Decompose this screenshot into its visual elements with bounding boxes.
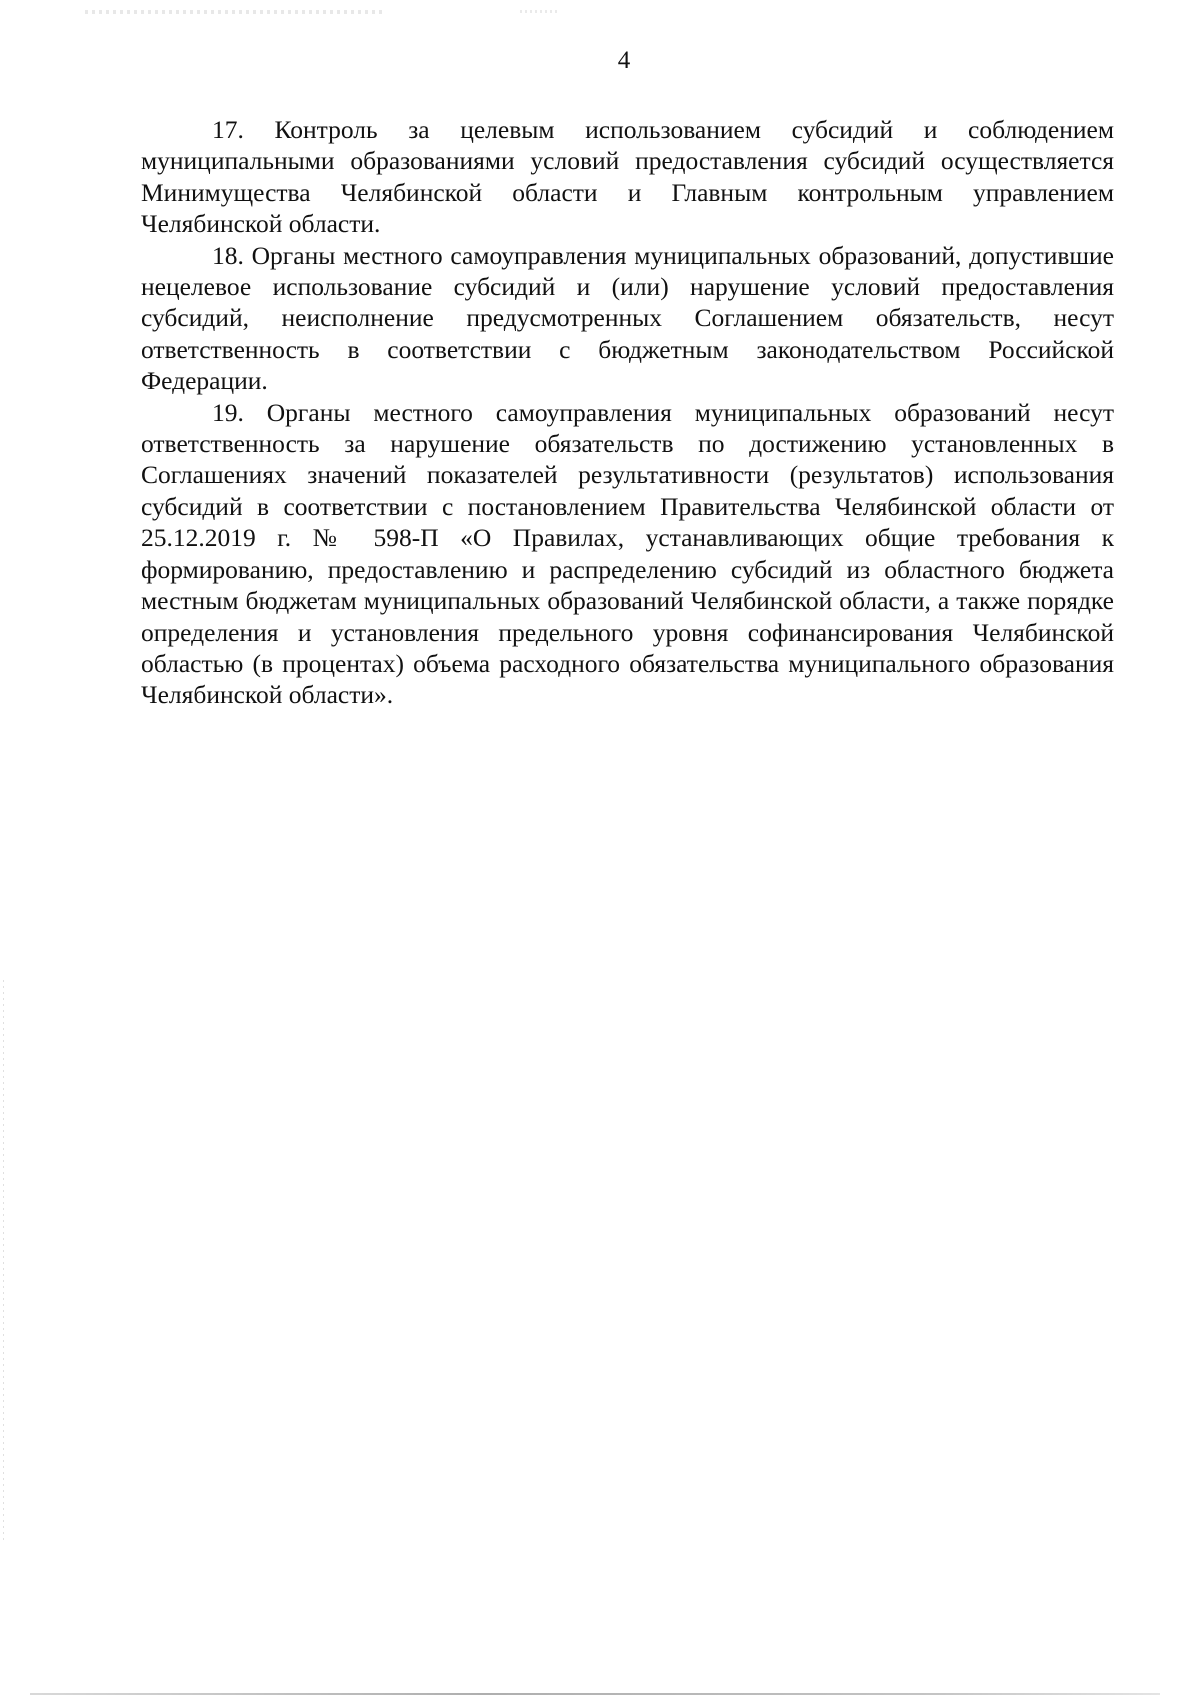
scan-artifact-bottom-edge: [30, 1693, 1160, 1695]
scan-artifact-top-small: [520, 10, 560, 13]
paragraph-18: 18. Органы местного самоуправления муниципальных образований, допустившие нецелевое использование субсидий и (или) нарушение условий предоставления субсидий, неисполнение предусмотренных Соглашением обязательств, несут ответственность в соответствии с бюджетным законодательством Российской Федерации.: [141, 240, 1114, 396]
scan-artifact-left-edge: [3, 980, 4, 1540]
document-body: [141, 114, 1114, 711]
paragraph-19: 19. Органы местного самоуправления муниципальных образований несут ответственность за нарушение обязательств по достижению установленных в Соглашениях значений показателей результативности (результатов) использования субсидий в соответствии с постановлением Правительства Челябинской области от 25.12.2019 г. № 598-П «О Правилах, устанавливающих общие требования к формированию, предоставлению и распределению субсидий из областного бюджета местным бюджетам муниципальных образований Челябинской области, а также порядке определения и установления предельного уровня софинансирования Челябинской областью (в процентах) объема расходного обязательства муниципального образования Челябинской области».: [141, 397, 1114, 710]
scan-artifact-top: [85, 10, 385, 14]
page-number: 4: [617, 47, 631, 74]
paragraph-17: 17. Контроль за целевым использованием субсидий и соблюдением муниципальными образованиями условий предоставления субсидий осуществляется Минимущества Челябинской области и Главным контрольным управлением Челябинской области.: [141, 115, 1114, 239]
